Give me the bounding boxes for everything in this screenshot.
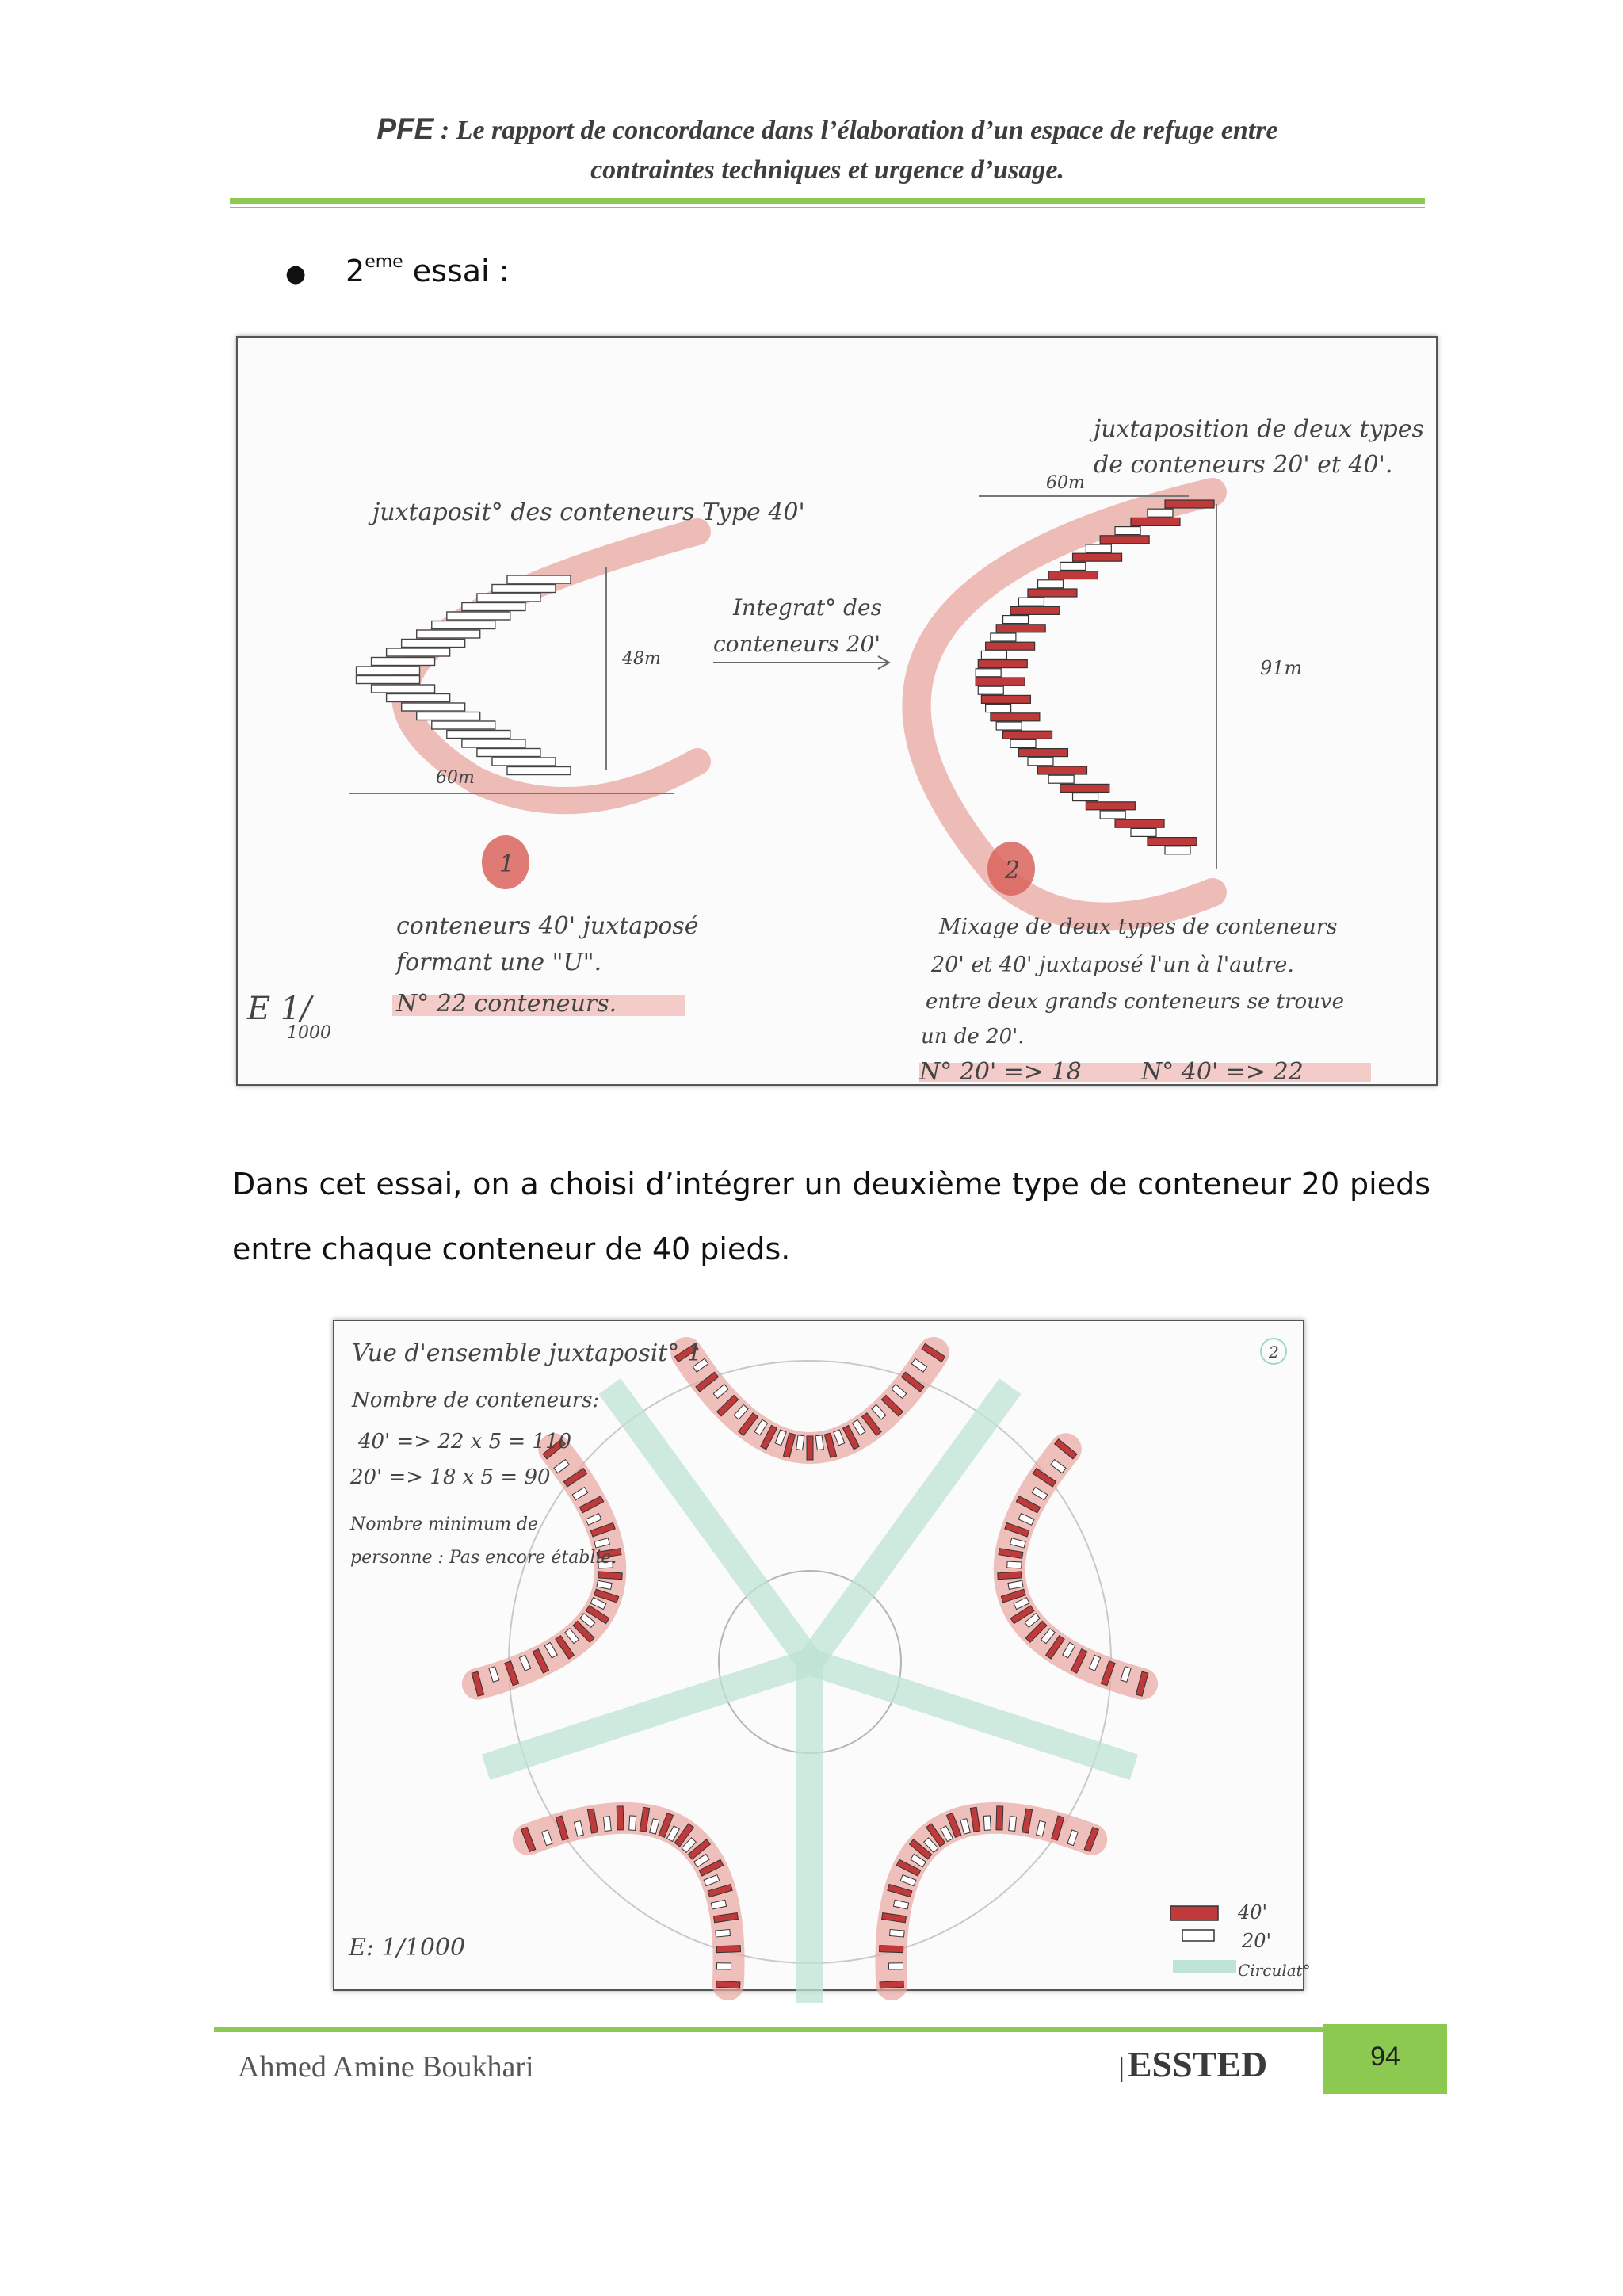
container-40 [1010,606,1060,614]
container-40 [477,594,540,602]
container-20 [978,686,1003,694]
note-right-2: 20' et 40' juxtaposé l'un à l'autre. [931,953,1294,977]
arm-halo [1010,1449,1142,1683]
container-40 [417,630,480,638]
container-40 [447,731,510,739]
badge-1-label: 1 [499,850,515,878]
arrow-label-2: conteneurs 20' [713,631,881,657]
container-40 [598,1572,622,1580]
page-number-box [1323,2024,1447,2094]
legend-circ-label: Circulat° [1238,1961,1311,1980]
legend-40-swatch [1170,1906,1218,1920]
container-20 [1060,562,1086,570]
container-40 [492,585,556,593]
container-40 [1131,518,1180,525]
container-20 [1007,1561,1022,1568]
header-line-2: contraintes techniques et urgence d’usage. [590,155,1064,185]
arrow-label-1: Integrat° des [733,594,882,621]
container-20 [981,651,1006,659]
legend-20-swatch [1182,1930,1214,1941]
container-20 [796,1435,804,1450]
container-40 [387,648,450,656]
container-20 [983,1816,991,1830]
sketch-canvas-2 [334,1321,1311,1989]
heading-number: 2 [346,254,365,288]
container-40 [880,1981,903,1988]
header-line-1 [230,109,1425,151]
container-20 [976,669,1001,677]
header-rule [230,198,1425,204]
height-label-right: 91m [1260,657,1303,679]
container-20 [1028,758,1053,766]
height-label-left: 48m [622,649,661,669]
container-40 [1060,784,1109,792]
container-40 [357,676,420,684]
container-20 [890,1930,905,1937]
badge-2-label: 2 [1005,857,1021,884]
container-40 [372,658,435,666]
container-40 [716,1946,740,1953]
container-40 [402,640,465,648]
container-40 [996,1806,1003,1830]
note-right-1: Mixage de deux types de conteneurs [939,915,1338,939]
container-20 [1131,828,1156,836]
container-40 [978,660,1027,668]
container-40 [996,625,1045,632]
footer-school-bar: | [1119,2053,1125,2083]
container-40 [507,575,571,583]
container-40 [357,667,420,674]
container-20 [629,1816,636,1830]
container-20 [1073,793,1098,801]
container-40 [402,703,465,711]
container-40 [1003,731,1052,739]
overview-title: Vue d'ensemble juxtaposit° 1 [352,1339,702,1367]
page-header [230,109,1425,190]
container-40 [1018,749,1067,757]
container-40 [447,612,510,620]
container-40 [1048,571,1098,579]
container-20 [1086,544,1111,552]
min-persons-2: personne : Pas encore établie. [350,1548,617,1568]
container-20 [716,1963,731,1969]
row-20: 20' => 18 x 5 = 90 [350,1465,551,1489]
container-20 [716,1930,731,1937]
title-left: juxtaposit° des conteneurs Type 40' [372,499,805,526]
header-title-part1: : Le rapport de concordance dans l’élaboration d’un espace de refuge entre [433,116,1278,145]
container-20 [815,1435,823,1450]
arm-halo [891,1818,1091,1985]
footer-author: Ahmed Amine Boukhari [238,2050,534,2084]
container-40 [1115,819,1164,827]
footer-school-name: ESSTED [1127,2044,1268,2084]
title-right-1: juxtaposition de deux types [1094,415,1424,443]
container-40 [1073,553,1122,561]
body-paragraph [232,1152,1430,1282]
container-20 [986,705,1011,712]
scale-left: E 1/ [247,991,311,1027]
min-persons-1: Nombre minimum de [350,1515,539,1534]
container-20 [1038,580,1064,588]
container-40 [1100,536,1149,544]
container-40 [387,694,450,702]
count-left: N° 22 conteneurs. [396,990,617,1018]
header-rule-thin [230,207,1425,208]
page-number: 94 [1370,2042,1400,2072]
paragraph-line-1: Dans cet essai, on a choisi d’intégrer un deuxième type de conteneur 20 pieds [232,1167,1430,1201]
count-right-40: N° 40' => 22 [1141,1058,1304,1086]
container-40 [492,758,556,766]
scale-overview: E: 1/1000 [349,1934,466,1962]
width-label-right: 60m [1046,473,1085,493]
page-mark: 2 [1269,1343,1279,1362]
sketch-canvas-1 [238,338,1436,1084]
arm-halo [686,1353,934,1448]
container-40 [1028,589,1077,597]
legend-20-label: 20' [1242,1930,1272,1952]
container-40 [976,678,1025,686]
container-20 [1148,509,1173,517]
container-20 [603,1817,611,1832]
heading-label: essai : [403,254,510,288]
container-40 [1038,766,1087,774]
title-right-2: de conteneurs 20' et 40'. [1094,451,1393,479]
container-40 [432,621,495,629]
container-40 [507,767,571,775]
container-20 [1018,598,1044,606]
legend-40-label: 40' [1238,1901,1268,1924]
container-40 [991,713,1040,721]
container-20 [1115,527,1140,535]
overview-subtitle: Nombre de conteneurs: [352,1389,600,1412]
arm-halo [529,1818,729,1985]
container-40 [462,603,525,611]
container-40 [981,695,1030,703]
star-arms [472,1343,1148,2003]
container-40 [477,749,540,757]
scale-left-den: 1000 [287,1023,331,1043]
bullet-dot-icon: ● [285,260,307,288]
sketch-figure-2 [333,1320,1311,1991]
container-20 [888,1963,903,1969]
container-20 [996,722,1022,730]
container-20 [1048,775,1074,783]
sketch-figure-1 [236,336,1438,1086]
container-20 [1100,811,1125,819]
container-20 [1003,616,1029,624]
row-40: 40' => 22 x 5 = 110 [358,1430,572,1454]
note-left-2: formant une "U". [396,949,602,976]
heading-superscript: eme [365,252,403,272]
container-40 [432,721,495,729]
container-40 [617,1806,624,1830]
count-right-20: N° 20' => 18 [919,1058,1082,1086]
pfe-label: PFE [376,113,434,145]
container-20 [1010,739,1036,747]
containers-40-left [357,575,571,775]
container-40 [462,739,525,747]
note-right-4: un de 20'. [921,1025,1025,1049]
footer-rule [214,2027,1323,2032]
legend-circ-swatch [1173,1960,1236,1973]
width-label-left: 60m [436,768,475,788]
section-heading [346,252,509,288]
paragraph-line-2: entre chaque conteneur de 40 pieds. [232,1232,791,1266]
container-40 [417,712,480,720]
container-40 [880,1946,903,1953]
container-40 [998,1572,1022,1580]
container-40 [1165,500,1214,508]
container-40 [1086,802,1135,810]
container-40 [372,685,435,693]
container-40 [807,1436,813,1460]
container-20 [1009,1817,1017,1832]
container-20 [991,633,1016,641]
container-40 [1148,838,1197,846]
note-right-3: entre deux grands conteneurs se trouve [926,990,1344,1014]
footer-school [1119,2043,1267,2085]
container-40 [986,642,1035,650]
container-40 [716,1981,740,1988]
note-left-1: conteneurs 40' juxtaposé [396,912,699,940]
container-20 [1165,846,1190,854]
